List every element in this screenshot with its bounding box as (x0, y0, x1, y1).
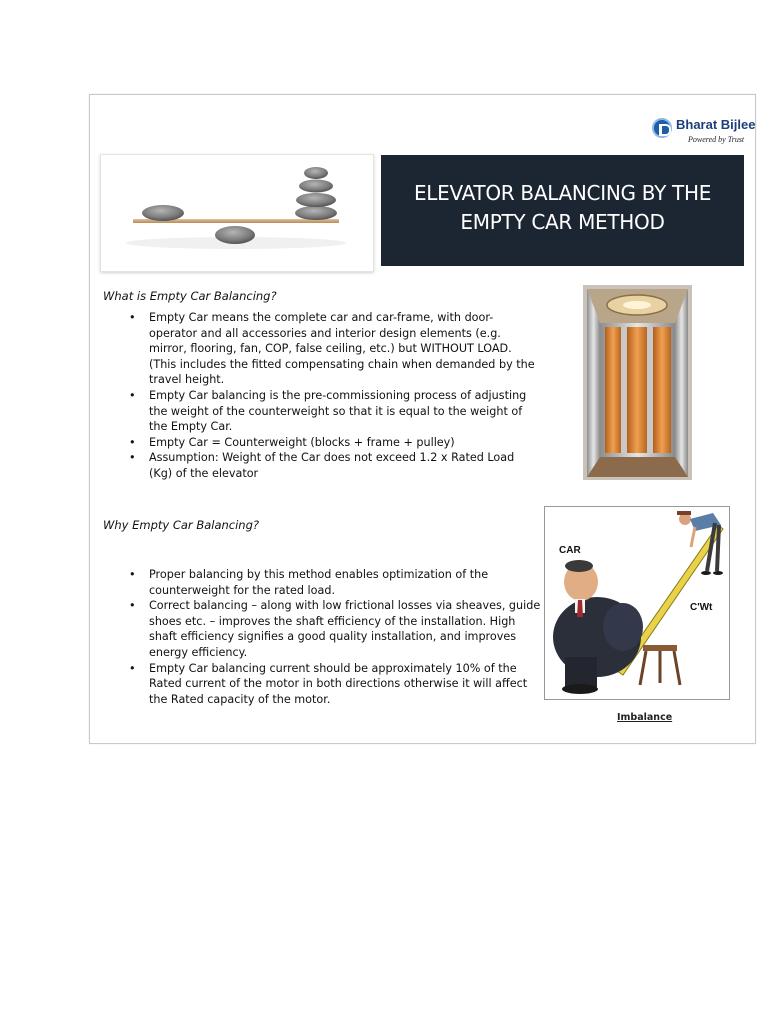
brand-logo (652, 116, 756, 148)
section-heading-why: Why Empty Car Balancing? (103, 518, 259, 532)
balance-stones-icon (101, 155, 373, 271)
title-line-1: ELEVATOR BALANCING BY THE (413, 181, 712, 205)
section-heading-what: What is Empty Car Balancing? (103, 289, 277, 303)
list-item: • Proper balancing by this method enables optimization of the counterweight for the rated load. (115, 567, 543, 598)
brand-name: Bharat Bijlee (676, 117, 756, 132)
balance-stones-image (100, 154, 374, 272)
slide-title (381, 179, 744, 237)
why-bullet-list (115, 567, 543, 707)
list-item: • Correct balancing – along with low frictional losses via sheaves, guide shoes etc. – improves the shaft efficiency of the installation. High shaft efficiency signifies a good quality installation, and improves energy efficiency. (115, 598, 543, 660)
elevator-car-icon (583, 285, 692, 480)
elevator-car-image (583, 285, 692, 480)
title-banner (381, 155, 744, 266)
car-label: CAR (559, 545, 581, 556)
title-line-2: EMPTY CAR METHOD (460, 210, 665, 234)
list-item: • Empty Car means the complete car and car-frame, with door-operator and all accessories and interior design elements (e.g. mirror, flooring, fan, COP, false ceiling, etc.) but WITHOUT LOAD. (This includes the fitted compensating chain when demanded by the travel height. (115, 310, 535, 388)
cwt-label: C'Wt (690, 602, 713, 613)
list-item: • Empty Car balancing is the pre-commissioning process of adjusting the weight of the counterweight so that it is equal to the weight of the Empty Car. (115, 388, 535, 435)
brand-tagline: Powered by Trust (688, 135, 745, 144)
list-item: • Assumption: Weight of the Car does not exceed 1.2 x Rated Load (Kg) of the elevator (115, 450, 535, 481)
list-item: • Empty Car = Counterweight (blocks + frame + pulley) (115, 435, 535, 451)
cartoon-caption: Imbalance (617, 712, 673, 723)
slide (89, 94, 756, 744)
bharat-bijlee-logo-icon (652, 118, 672, 138)
what-bullet-list (115, 310, 535, 482)
imbalance-cartoon (544, 506, 730, 700)
seesaw-cartoon-icon (545, 507, 729, 699)
list-item: • Empty Car balancing current should be approximately 10% of the Rated current of the motor in both directions otherwise it will affect the Rated capacity of the motor. (115, 661, 543, 708)
